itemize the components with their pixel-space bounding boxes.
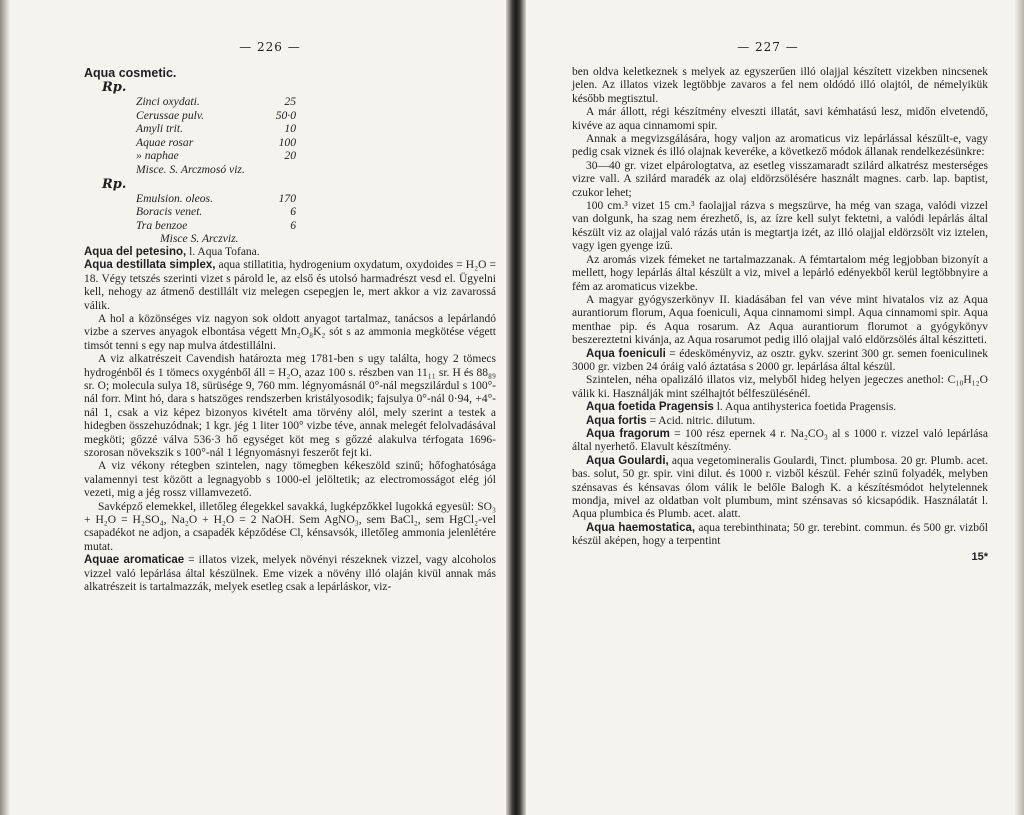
- left-page-edge: [0, 0, 10, 815]
- entry-aqua-foeniculi: [572, 348, 988, 375]
- entry-text: l. Aqua antihysterica foetida Pragensis.: [713, 401, 897, 414]
- book-gutter: [506, 0, 526, 815]
- entry-aqua-del-petesino: [84, 246, 496, 259]
- entry-text: = Acid. nitric. dilutum.: [646, 414, 756, 427]
- entry-text: aqua vegetomineralis Goulardi, Tinct. plumbosa. 20 gr. Plumb. acet. bas. solut, 50 gr. spir. vini dilut. és 1000 r. vizből készül. Fehér szinű folyadék, melyben szénsavas és kénsavas ólom válik le belőle Balogh K. a készítésmódot helytelennek mondja, mivel az oldatban volt plumbum, mint szénsavas só kicsapódik. Használatát l. Aqua plumbica és Plumb. acet. alatt.: [572, 454, 989, 521]
- entry-aquae-aromaticae: [84, 554, 496, 594]
- entry-heading: Aqua foeniculi: [586, 347, 666, 360]
- paragraph: A viz vékony rétegben szintelen, nagy tömegben kékeszöld szinű; hőfoghatósága valamennyi test között a legnagyobb s 1000-el jelöltetik; az electromosságot elég jól vezeti, mig a jég rossz villamvezető.: [84, 460, 496, 500]
- paragraph: ben oldva keletkeznek s melyek az egyszerűen illó olajjal készített vizekben nincsenek jelen. Az illatos vizek legtöbbje zavaros a fel nem oldódó illó olajtól, de némelyikük később megtisztul.: [572, 66, 988, 105]
- entry-aqua-fortis: [572, 415, 988, 428]
- entry-heading: Aqua destillata simplex,: [84, 259, 216, 272]
- left-page-number: — 226 —: [239, 40, 301, 54]
- right-page-edge: [1014, 0, 1024, 815]
- ingredient-row: Emulsion. oleos. 170: [136, 191, 296, 205]
- misce-line: Misce. S. Arczmosó viz.: [136, 162, 245, 176]
- entry-aqua-destillata: [84, 259, 496, 313]
- entry-text: = 100 rész epernek 4 r. Na₂CO₃ al s 1000 r. vizzel való lepárlása által nyerhető. Elavult készítmény.: [572, 427, 988, 454]
- paragraph: A már állott, régi készítmény elveszti illatát, savi kémhatású lesz, midőn elvetendő, kivéve az aqua cinnamomi spir.: [572, 106, 988, 132]
- paragraph: Az aromás vizek fémeket ne tartalmazzanak. A fémtartalom még legjobban bizonyít a mellett, hogy lepárlás által készült a viz, mivel a lepárló edényekből kerül legtöbbnyire a fém az aromaticus vizekbe.: [572, 253, 988, 293]
- paragraph: 100 cm.³ vizet 15 cm.³ faolajjal rázva s megszürve, ha még van szaga, valódi vizzel van dolgunk, ha szag nem érezhető, is, az ízre kell sulyt fektetni, a valódi lepárlás által készült viz az olajjal való rázás után is megtartja izét, az illó olajjal eldörzsölt viz iztelen, vagy igen gyenge izű.: [572, 200, 988, 253]
- right-page: [520, 0, 1024, 815]
- paragraph: Annak a megvizsgálására, hogy valjon az aromaticus viz lepárlással készült-e, vagy pedig csak viznek és illó olajnak keveréke, a következő módok állanak rendelkezésünkre:: [572, 133, 988, 159]
- entry-text: aqua stillatitia, hydrogenium oxydatum, oxydoides = H₂O = 18. Végy tetszés szerinti vizet s párold le, az első és utolsó harmadrészt vesd el. Ügyelni kell, nehogy az átmenő destillált viz melegen csepegjen le, mert akkor a viz zavarossá válik.: [84, 259, 496, 312]
- entry-text: aqua terebinthinata; 50 gr. terebint. commun. és 500 gr. vizből készül aképen, hogy a terpentint: [572, 521, 988, 548]
- entry-text: = illatos vizek, melyek növényi részeknek vizzel, vagy alcoholos vizzel való lepárlása által készülnek. Eme vizek a növény illó olaján kivül annak más alkatrészeit is tartalmazzák, melyek esetleg csak a lepárláskor, viz-: [84, 554, 497, 594]
- paragraph: A magyar gyógyszerkönyv II. kiadásában fel van véve mint hivatalos viz az Aqua aurantiorum florum, Aqua foeniculi, Aqua cinnamomi simpl. Aqua cinnamomi spir. Aqua menthae pip. és Aqua rosarum. Az Aqua aurantiorum florumot a gyógykönyv beszereztetni kivánja, az Aqua rosarumot pedig illó olajjal való eldörzsölés által készitteti.: [572, 293, 988, 347]
- ingredient-row: Tra benzoe 6: [136, 218, 296, 232]
- ingredient-row: Cerussae pulv. 50·0: [136, 108, 296, 122]
- misce-line: Misce S. Arczviz.: [160, 232, 239, 246]
- recipe-title: Aqua cosmetic.: [84, 66, 177, 80]
- prescription-1: [136, 95, 296, 177]
- prescription-2: [136, 192, 296, 246]
- ingredient-row: Boracis venet. 6: [136, 205, 296, 219]
- entry-heading: Aqua haemostatica,: [586, 521, 696, 534]
- entry-aqua-foetida: [572, 401, 988, 414]
- paragraph: A hol a közönséges viz nagyon sok oldott anyagot tartalmaz, tanácsos a lepárlandó vizbe a szerves anyagok elbontása végett Mn₂O₈K₂ sót s az ammonia megkötése végett timsót tenni s egy nap mulva átdestillálni.: [84, 312, 496, 352]
- entry-heading: Aqua foetida Pragensis: [586, 401, 714, 414]
- rp-label-2: Rp.: [102, 176, 127, 192]
- entry-aqua-goulardi: [572, 455, 988, 522]
- entry-text: = édesköményviz, az osztr. gykv. szerint 300 gr. semen foeniculinek 3000 gr. vizben 24 óráig való áztatása s 2000 gr. lepárlása által készül.: [572, 347, 988, 373]
- paragraph: Savképző elemekkel, illetőleg élegekkel savakká, lugképzőkkel lugokká egyesül: SO₃ + H₂O = H₂SO₄, Na₂O + H₂O = 2 NaOH. Sem AgNO₃, sem BaCl₂, sem HgCl₂-vel csapadékot ne adjon, a csapadék képződése Cl, kénsavsók, illetőleg ammonia jelenlétére mutat.: [84, 500, 496, 553]
- entry-heading: Aqua fortis: [586, 414, 647, 427]
- ingredient-row: » naphae 20: [136, 149, 296, 163]
- entry-aqua-haemostatica: [572, 522, 988, 549]
- entry-heading: Aqua del petesino,: [84, 245, 187, 258]
- entry-heading: Aqua Goulardi,: [586, 454, 669, 467]
- signature-mark: 15*: [971, 550, 988, 563]
- paragraph: Szintelen, néha opalizáló illatos viz, melyből hideg helyen jegeczes anethol: C₁₀H₁₂O válik ki. Használják mint szélhajtót bélfeszülésénél.: [572, 374, 988, 400]
- paragraph: 30—40 gr. vizet elpárologtatva, az esetleg visszamaradt szilárd alkatrész mesterséges vizre vall. A szilárd maradék az olaj eldörzsölésére használt magnes. carb. lap. baptist, czukor lehet;: [572, 159, 988, 199]
- entry-heading: Aquae aromaticae: [84, 554, 185, 567]
- right-page-number: — 227 —: [737, 40, 799, 54]
- rp-label-1: Rp.: [102, 80, 127, 95]
- entry-aqua-fragorum: [572, 428, 988, 455]
- ingredient-row: Zinci oxydati. 25: [136, 95, 296, 108]
- entry-heading: Aqua fragorum: [586, 427, 670, 440]
- entry-text: l. Aqua Tofana.: [186, 245, 260, 258]
- ingredient-row: Aquae rosar 100: [136, 135, 296, 149]
- ingredient-row: Amyli trit. 10: [136, 122, 296, 136]
- paragraph: A viz alkatrészeit Cavendish határozta meg 1781-ben s ugy találta, hogy 2 tömecs hydrogénből és 1 tömecs oxygénből áll = H₂O, azaz 100 s. részben van 11₁₁ sr. H és 88₈₉ sr. O; molecula sulya 18, sürüsége 9, 760 mm. légnyomásnál 0°-nál megszilárdul s 100°-nál forr. Mint hó, dara s hatszöges rendszerben kristályosodik; fajsulya 0°-nál 0·94, +4°-nál 1, csak a viz képez bizonyos kivételt ama törvény alól, mely szerint a testek a hidegben összehuzódnak; 1 kgr. jég 1 liter 100° vizbe téve, annak melegét felolvadásával megköti; gőzzé válva 536·3 hő egységet köt meg s gőzzé alakulva térfogata 1696-szorosan növekszik s 100°-nál 1 légnyomásnyi feszerőt fejt ki.: [84, 353, 496, 460]
